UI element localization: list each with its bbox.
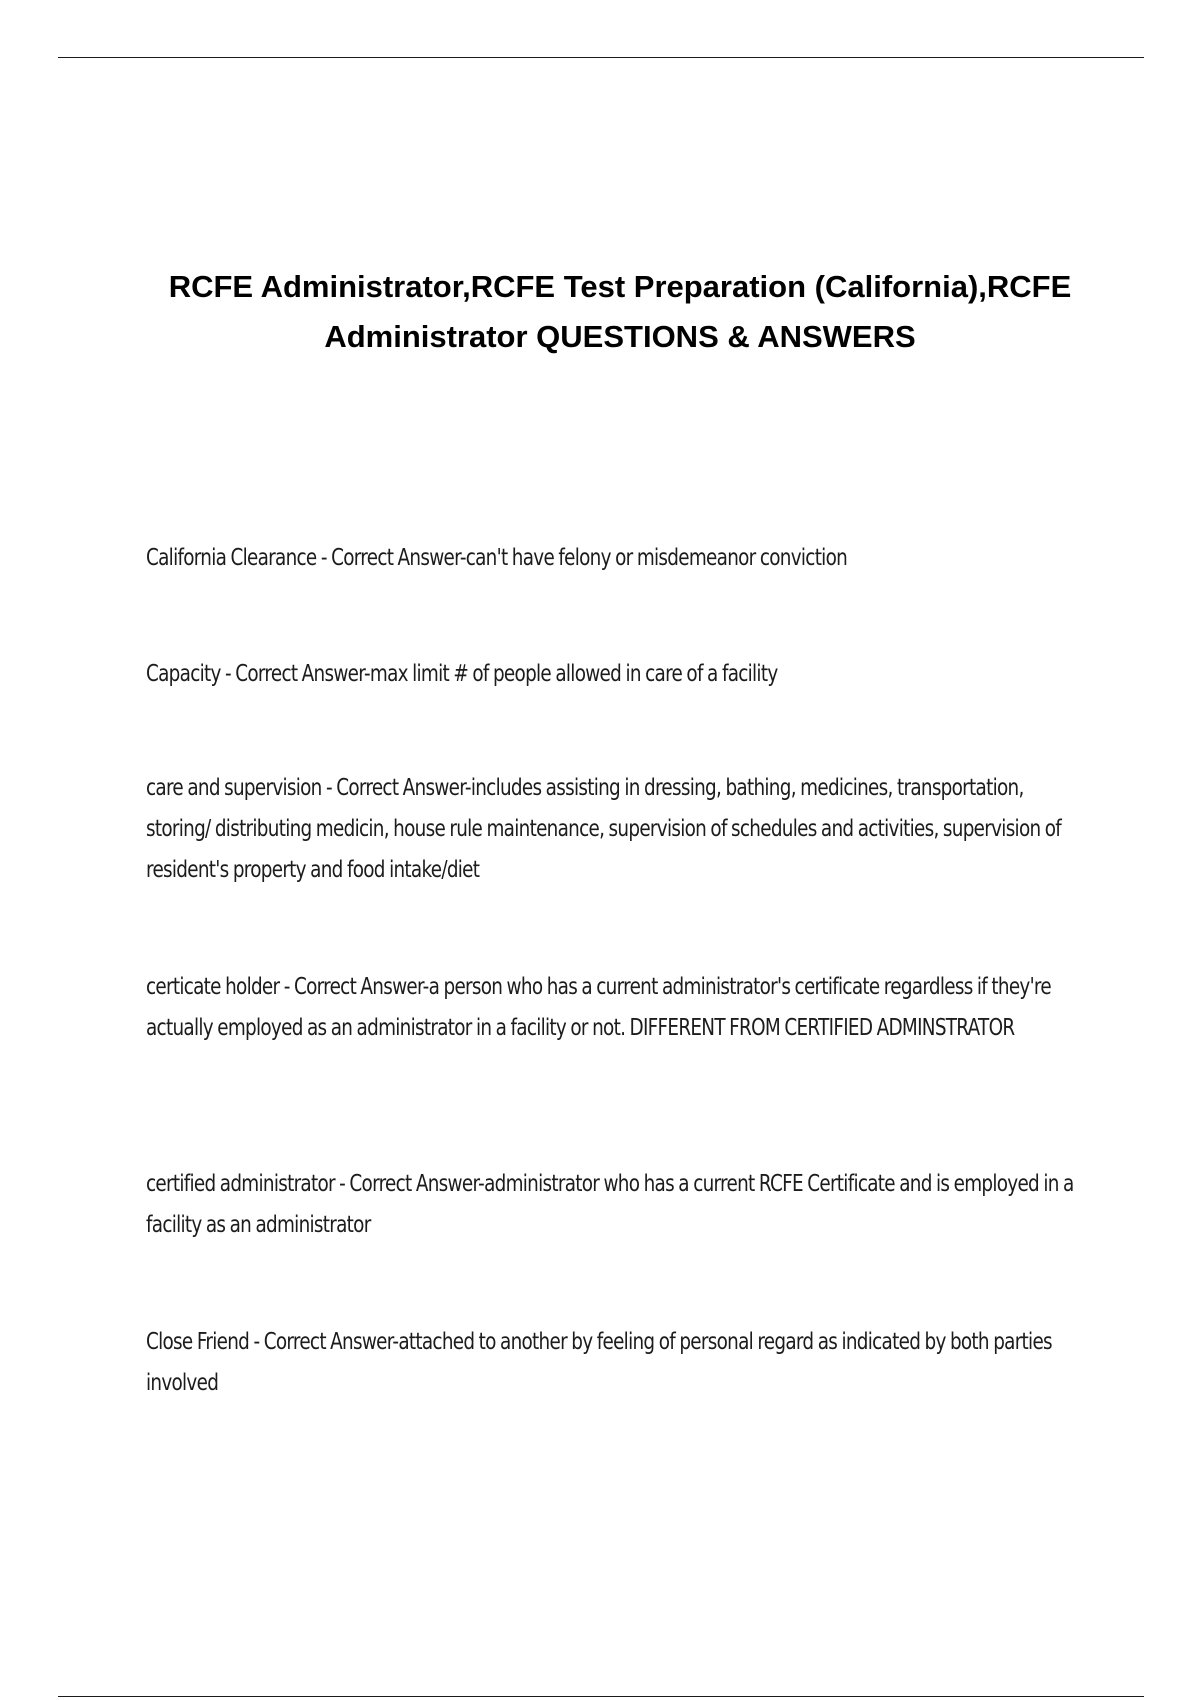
qa-entry: Capacity - Correct Answer-max limit # of people allowed in care of a facility <box>146 661 778 687</box>
qa-entry: California Clearance - Correct Answer-can't have felony or misdemeanor conviction <box>146 545 848 571</box>
document-title: RCFE Administrator,RCFE Test Preparation (California),RCFE Administrator QUESTIONS & ANSWERS <box>168 269 1072 354</box>
bottom-divider <box>58 1696 1144 1697</box>
qa-entry: care and supervision - Correct Answer-includes assisting in dressing, bathing, medicines, transportation, storing/ distributing medicin, house rule maintenance, supervision of schedules and activities, supervision of resident's property and food intake/diet <box>146 775 1062 883</box>
top-divider <box>58 57 1144 58</box>
qa-entry: certified administrator - Correct Answer-administrator who has a current RCFE Certificate and is employed in a facility as an administrator <box>146 1171 1074 1238</box>
qa-entry: certicate holder - Correct Answer-a person who has a current administrator's certificate regardless if they're actually employed as an administrator in a facility or not. DIFFERENT FROM CERTIFIED ADMINSTRATOR <box>146 974 1051 1041</box>
qa-entry: Close Friend - Correct Answer-attached to another by feeling of personal regard as indicated by both parties involved <box>146 1329 1052 1396</box>
